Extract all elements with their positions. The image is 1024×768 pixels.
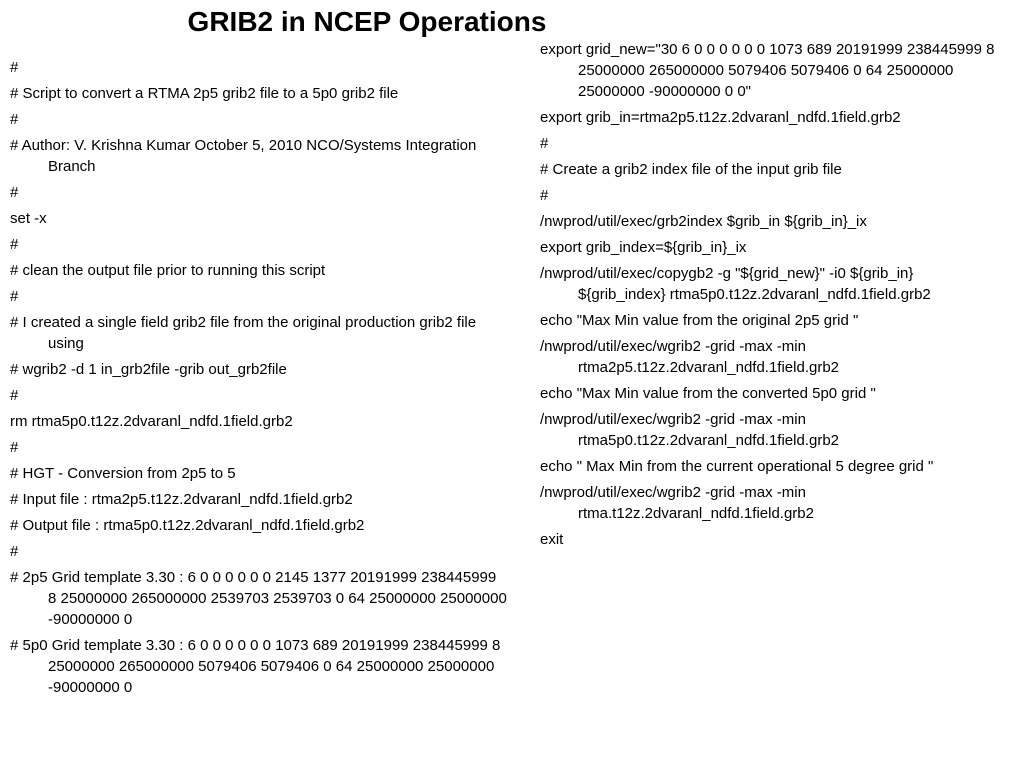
script-line: # Create a grib2 index file of the input grib file	[540, 161, 842, 178]
script-line: # Input file : rtma2p5.t12z.2dvaranl_ndfd.1field.grb2	[10, 491, 353, 508]
script-line: /nwprod/util/exec/wgrib2 -grid -max -min rtma2p5.t12z.2dvaranl_ndfd.1field.grb2	[540, 338, 840, 376]
page-title: GRIB2 in NCEP Operations	[187, 6, 547, 37]
script-line: #	[10, 288, 19, 305]
left-script-column	[10, 57, 508, 703]
script-line: # Author: V. Krishna Kumar October 5, 2010 NCO/Systems Integration Branch	[10, 137, 477, 175]
script-line: #	[10, 236, 19, 253]
script-line: # 5p0 Grid template 3.30 : 6 0 0 0 0 0 0 1073 689 20191999 238445999 8 25000000 265000000 5079406 5079406 0 64 25000000 25000000 -90000000 0	[10, 637, 501, 696]
right-script-column	[540, 39, 1002, 555]
script-line: /nwprod/util/exec/wgrib2 -grid -max -min rtma5p0.t12z.2dvaranl_ndfd.1field.grb2	[540, 411, 840, 449]
script-line: # 2p5 Grid template 3.30 : 6 0 0 0 0 0 0 2145 1377 20191999 238445999 8 25000000 265000000 2539703 2539703 0 64 25000000 25000000 -90000000 0	[10, 569, 507, 628]
script-line: #	[10, 439, 19, 456]
script-line: # wgrib2 -d 1 in_grb2file -grib out_grb2file	[10, 361, 287, 378]
script-line: /nwprod/util/exec/copygb2 -g "${grid_new}" -i0 ${grib_in} ${grib_index} rtma5p0.t12z.2dvaranl_ndfd.1field.grb2	[540, 265, 931, 303]
script-line: # Output file : rtma5p0.t12z.2dvaranl_ndfd.1field.grb2	[10, 517, 365, 534]
script-line: # I created a single field grib2 file from the original production grib2 file using	[10, 314, 477, 352]
script-line: echo " Max Min from the current operational 5 degree grid "	[540, 458, 934, 475]
script-line: exit	[540, 531, 564, 548]
script-line: # HGT - Conversion from 2p5 to 5	[10, 465, 236, 482]
script-line: export grid_new="30 6 0 0 0 0 0 0 1073 689 20191999 238445999 8 25000000 265000000 5079406 5079406 0 64 25000000 25000000 -90000000 0 0"	[540, 41, 995, 100]
script-line: rm rtma5p0.t12z.2dvaranl_ndfd.1field.grb2	[10, 413, 293, 430]
script-line: echo "Max Min value from the original 2p5 grid "	[540, 312, 859, 329]
script-line: #	[10, 184, 19, 201]
script-line: #	[10, 543, 19, 560]
script-line: /nwprod/util/exec/grb2index $grib_in ${grib_in}_ix	[540, 213, 867, 230]
script-line: export grib_in=rtma2p5.t12z.2dvaranl_ndfd.1field.grb2	[540, 109, 901, 126]
script-line: #	[10, 59, 19, 76]
script-line: # clean the output file prior to running this script	[10, 262, 326, 279]
script-line: #	[10, 387, 19, 404]
script-line: echo "Max Min value from the converted 5p0 grid "	[540, 385, 876, 402]
script-line: /nwprod/util/exec/wgrib2 -grid -max -min rtma.t12z.2dvaranl_ndfd.1field.grb2	[540, 484, 814, 522]
script-line: export grib_index=${grib_in}_ix	[540, 239, 747, 256]
script-line: #	[540, 135, 549, 152]
script-line: set -x	[10, 210, 47, 227]
script-line: #	[540, 187, 549, 204]
script-line: #	[10, 111, 19, 128]
script-line: # Script to convert a RTMA 2p5 grib2 file to a 5p0 grib2 file	[10, 85, 399, 102]
